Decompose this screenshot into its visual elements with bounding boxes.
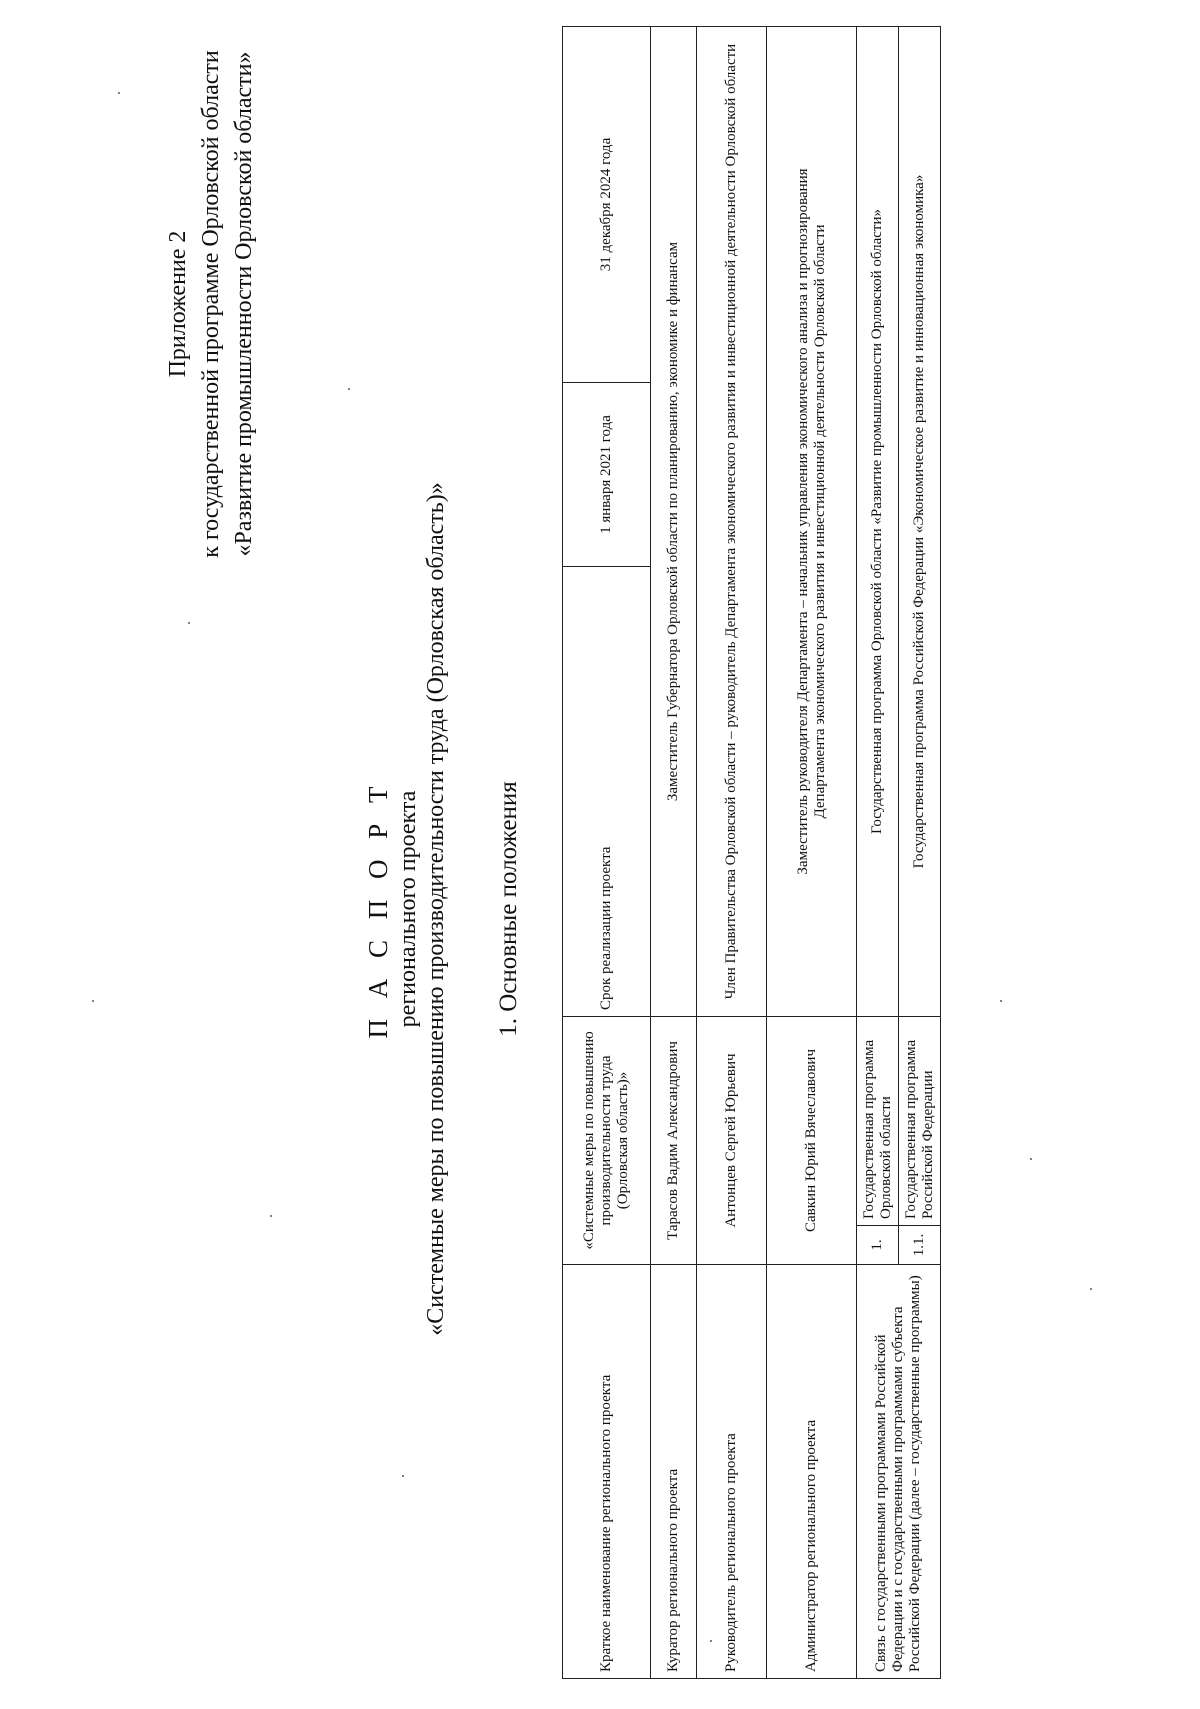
scan-speck	[118, 92, 120, 94]
passport-title: П А С П О Р Т	[363, 779, 393, 1039]
period-end: 31 декабря 2024 года	[563, 26, 651, 382]
appendix-program-ref: к государственной программе Орловской области	[198, 50, 224, 558]
scan-speck	[270, 1215, 272, 1217]
program-link-name: Государственная программа Орловской области «Развитие промышленности Орловской области»	[857, 26, 899, 1016]
passport-project-name: «Системные меры по повышению производительности труда (Орловская область)»	[423, 482, 449, 1336]
scan-speck	[188, 622, 190, 624]
head-position: Член Правительства Орловской области – руководитель Департамента экономического развития и инвестиционной деятельности Орловской области	[697, 26, 767, 1016]
program-link-name: Государственная программа Российской Федерации «Экономическое развитие и инновационная экономика»	[899, 26, 941, 1016]
program-link-number: 1.	[857, 1226, 899, 1265]
scan-speck	[348, 388, 350, 390]
passport-title-block	[362, 359, 450, 1459]
short-name-value: «Системные меры по повышению производительности труда (Орловская область)»	[563, 1016, 651, 1264]
appendix-header	[162, 34, 261, 574]
curator-position: Заместитель Губернатора Орловской области по планированию, экономике и финансам	[651, 26, 697, 1016]
table-row	[697, 26, 767, 1678]
scan-speck	[1090, 1288, 1092, 1290]
scan-speck	[1000, 1000, 1002, 1002]
head-name: Антонцев Сергей Юрьевич	[697, 1016, 767, 1264]
curator-label: Куратор регионального проекта	[651, 1265, 697, 1679]
admin-name: Савкин Юрий Вячеславович	[767, 1016, 857, 1264]
admin-label: Администратор регионального проекта	[767, 1265, 857, 1679]
table-row	[767, 26, 857, 1678]
appendix-number: Приложение 2	[165, 230, 191, 378]
curator-name: Тарасов Вадим Александрович	[651, 1016, 697, 1264]
section-title: 1. Основные положения	[495, 781, 522, 1037]
program-link-number: 1.1.	[899, 1226, 941, 1265]
scan-speck	[92, 1000, 94, 1002]
admin-position-line1: Заместитель руководителя Департамента – начальник управления экономического анализа и прогнозирования	[794, 168, 811, 875]
short-name-label: Краткое наименование регионального проекта	[563, 1265, 651, 1679]
appendix-program-name: «Развитие промышленности Орловской области»	[231, 51, 257, 557]
passport-table	[562, 26, 941, 1679]
table-row	[563, 26, 651, 1678]
period-start: 1 января 2021 года	[563, 382, 651, 566]
program-link-type: Государственная программа Орловской области	[857, 1016, 899, 1225]
program-link-type: Государственная программа Российской Федерации	[899, 1016, 941, 1225]
program-link-label: Связь с государственными программами Российской Федерации и с государственными программами субъекта Российской Федерации (далее – государственные программы)	[857, 1265, 941, 1679]
passport-subtitle: регионального проекта	[395, 790, 421, 1028]
admin-position	[767, 26, 857, 1016]
table-row	[651, 26, 697, 1678]
period-label: Срок реализации проекта	[563, 566, 651, 1016]
scan-speck	[402, 1475, 404, 1477]
scan-speck	[1030, 1158, 1032, 1160]
scan-speck	[710, 1640, 712, 1642]
head-label: Руководитель регионального проекта	[697, 1265, 767, 1679]
admin-position-line2: Департамента экономического развития и инвестиционной деятельности Орловской области	[811, 224, 828, 819]
table-row	[857, 26, 899, 1678]
